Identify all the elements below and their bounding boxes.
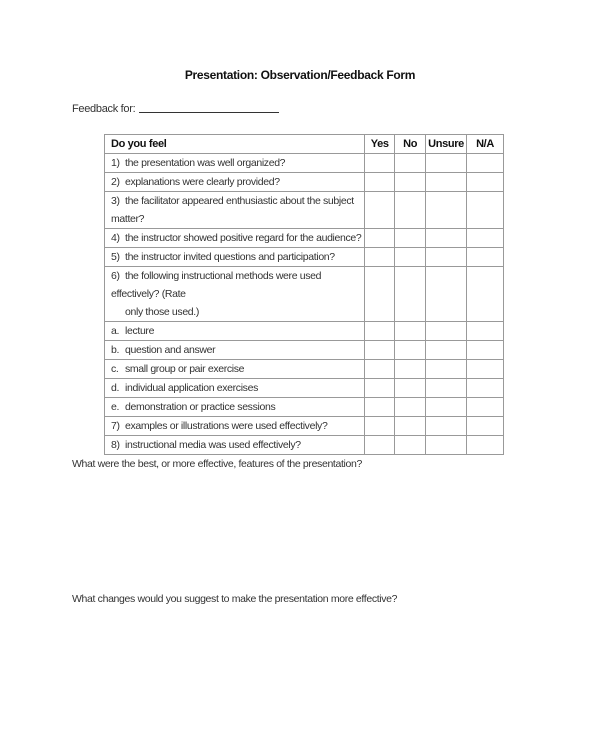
no-cell[interactable]: [395, 417, 426, 436]
table-row: [105, 341, 504, 360]
unsure-cell[interactable]: [426, 417, 467, 436]
table-header-row: [105, 135, 504, 154]
question-cell: [105, 173, 365, 192]
no-cell[interactable]: [395, 192, 426, 229]
unsure-cell[interactable]: [426, 229, 467, 248]
na-cell[interactable]: [467, 417, 504, 436]
na-cell[interactable]: [467, 341, 504, 360]
item-text: examples or illustrations were used effectively?: [125, 420, 328, 432]
unsure-cell[interactable]: [426, 322, 467, 341]
item-letter: b.: [111, 344, 120, 356]
question-cell: [105, 154, 365, 173]
yes-cell[interactable]: [365, 154, 395, 173]
item-letter: d.: [111, 382, 120, 394]
header-unsure: Unsure: [426, 135, 467, 154]
yes-cell[interactable]: [365, 229, 395, 248]
table-row: [105, 436, 504, 455]
unsure-cell[interactable]: [426, 360, 467, 379]
item-text: lecture: [125, 325, 155, 337]
unsure-cell[interactable]: [426, 154, 467, 173]
no-cell[interactable]: [395, 229, 426, 248]
question-cell: [105, 248, 365, 267]
feedback-for-label: Feedback for:: [72, 103, 136, 115]
item-number: 6): [111, 270, 120, 282]
item-text: individual application exercises: [125, 382, 258, 394]
unsure-cell[interactable]: [426, 341, 467, 360]
na-cell[interactable]: [467, 436, 504, 455]
item-text: the instructor invited questions and participation?: [125, 251, 335, 263]
yes-cell[interactable]: [365, 417, 395, 436]
unsure-cell[interactable]: [426, 248, 467, 267]
table-row: [105, 248, 504, 267]
item-letter: c.: [111, 363, 119, 375]
header-no: No: [395, 135, 426, 154]
unsure-cell[interactable]: [426, 267, 467, 322]
na-cell[interactable]: [467, 360, 504, 379]
question-cell: [105, 267, 365, 322]
table-row: [105, 379, 504, 398]
na-cell[interactable]: [467, 229, 504, 248]
question-cell: [105, 436, 365, 455]
item-text: the instructor showed positive regard for the audience?: [125, 232, 362, 244]
feedback-for-input[interactable]: [139, 111, 279, 113]
no-cell[interactable]: [395, 436, 426, 455]
na-cell[interactable]: [467, 154, 504, 173]
yes-cell[interactable]: [365, 322, 395, 341]
yes-cell[interactable]: [365, 436, 395, 455]
rating-table: [104, 134, 504, 455]
question-best-features: What were the best, or more effective, features of the presentation?: [72, 458, 363, 470]
item-letter: a.: [111, 325, 120, 337]
question-cell: [105, 360, 365, 379]
question-cell: [105, 417, 365, 436]
yes-cell[interactable]: [365, 360, 395, 379]
na-cell[interactable]: [467, 248, 504, 267]
yes-cell[interactable]: [365, 341, 395, 360]
table-row: [105, 229, 504, 248]
table-row: [105, 173, 504, 192]
item-number: 8): [111, 439, 120, 451]
table-row: [105, 192, 504, 229]
table-row: [105, 398, 504, 417]
unsure-cell[interactable]: [426, 436, 467, 455]
table-row: [105, 322, 504, 341]
no-cell[interactable]: [395, 379, 426, 398]
item-text: instructional media was used effectively?: [125, 439, 301, 451]
table-row: [105, 267, 504, 322]
item-number: 2): [111, 176, 120, 188]
item-text-continued: only those used.): [125, 306, 200, 318]
yes-cell[interactable]: [365, 398, 395, 417]
item-text: demonstration or practice sessions: [125, 401, 276, 413]
no-cell[interactable]: [395, 341, 426, 360]
item-number: 1): [111, 157, 120, 169]
unsure-cell[interactable]: [426, 173, 467, 192]
na-cell[interactable]: [467, 322, 504, 341]
question-cell: [105, 341, 365, 360]
item-text: explanations were clearly provided?: [125, 176, 280, 188]
no-cell[interactable]: [395, 173, 426, 192]
table-row: [105, 417, 504, 436]
table-row: [105, 360, 504, 379]
yes-cell[interactable]: [365, 379, 395, 398]
header-na: N/A: [467, 135, 504, 154]
form-title: Presentation: Observation/Feedback Form: [184, 68, 416, 82]
yes-cell[interactable]: [365, 192, 395, 229]
header-yes: Yes: [365, 135, 395, 154]
no-cell[interactable]: [395, 154, 426, 173]
table-row: [105, 154, 504, 173]
question-cell: [105, 192, 365, 229]
item-number: 5): [111, 251, 120, 263]
feedback-for-field: [72, 103, 279, 115]
na-cell[interactable]: [467, 267, 504, 322]
item-text: the facilitator appeared enthusiastic about the subject matter?: [111, 195, 354, 225]
no-cell[interactable]: [395, 267, 426, 322]
yes-cell[interactable]: [365, 173, 395, 192]
unsure-cell[interactable]: [426, 379, 467, 398]
no-cell[interactable]: [395, 248, 426, 267]
unsure-cell[interactable]: [426, 192, 467, 229]
na-cell[interactable]: [467, 173, 504, 192]
unsure-cell[interactable]: [426, 398, 467, 417]
item-text: the presentation was well organized?: [125, 157, 286, 169]
no-cell[interactable]: [395, 322, 426, 341]
no-cell[interactable]: [395, 398, 426, 417]
yes-cell[interactable]: [365, 267, 395, 322]
item-number: 3): [111, 195, 120, 207]
item-letter: e.: [111, 401, 120, 413]
item-text: the following instructional methods were used effectively? (Rate: [111, 270, 322, 300]
item-text: question and answer: [125, 344, 216, 356]
question-cell: [105, 229, 365, 248]
na-cell[interactable]: [467, 398, 504, 417]
na-cell[interactable]: [467, 379, 504, 398]
question-suggested-changes: What changes would you suggest to make the presentation more effective?: [72, 593, 398, 605]
item-number: 7): [111, 420, 120, 432]
no-cell[interactable]: [395, 360, 426, 379]
item-number: 4): [111, 232, 120, 244]
item-text: small group or pair exercise: [125, 363, 245, 375]
question-cell: [105, 398, 365, 417]
na-cell[interactable]: [467, 192, 504, 229]
question-cell: [105, 379, 365, 398]
yes-cell[interactable]: [365, 248, 395, 267]
question-cell: [105, 322, 365, 341]
header-do-you-feel: Do you feel: [105, 135, 365, 154]
